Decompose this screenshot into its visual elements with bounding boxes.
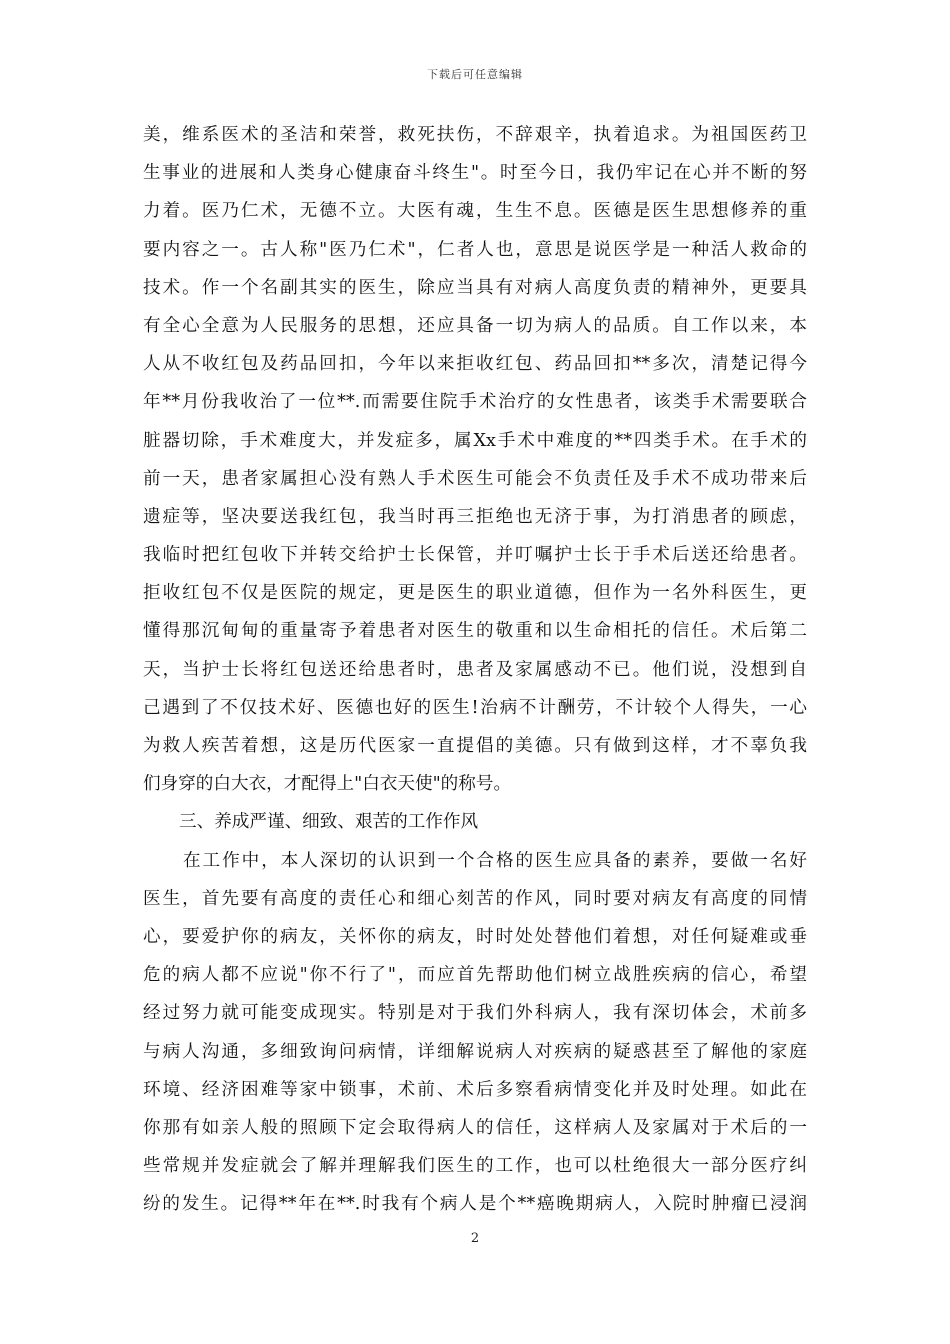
text-line: 纷的发生。记得**年在**.时我有个病人是个**癌晚期病人，入院时肿瘤已浸润 (143, 1194, 807, 1215)
text-line: 经过努力就可能变成现实。特别是对于我们外科病人，我有深切体会，术前多 (143, 1003, 807, 1024)
text-line: 心，要爱护你的病友，关怀你的病友，时时处处替他们着想，对任何疑难或垂 (143, 926, 807, 947)
text-line: 人从不收红包及药品回扣，今年以来拒收红包、药品回扣**多次，清楚记得今 (143, 354, 807, 375)
page-number: 2 (470, 1231, 480, 1246)
text-line: 你那有如亲人般的照顾下定会取得病人的信任，这样病人及家属对于术后的一 (143, 1117, 807, 1138)
text-line: 美，维系医术的圣洁和荣誉，救死扶伤，不辞艰辛，执着追求。为祖国医药卫 (143, 125, 807, 145)
text-line: 力着。医乃仁术，无德不立。大医有魂，生生不息。医德是医生思想修养的重 (143, 201, 807, 222)
section-heading: 三、养成严谨、细致、艰苦的工作作风 (179, 812, 479, 833)
text-line: 些常规并发症就会了解并理解我们医生的工作，也可以杜绝很大一部分医疗纠 (143, 1156, 807, 1177)
text-line: 我临时把红包收下并转交给护士长保管，并叮嘱护士长于手术后送还给患者。 (143, 545, 807, 566)
text-line: 脏器切除，手术难度大，并发症多，属Xx手术中难度的**四类手术。在手术的 (143, 430, 807, 451)
text-line: 天，当护士长将红包送还给患者时，患者及家属感动不已。他们说，没想到自 (143, 659, 807, 680)
text-line: 要内容之一。古人称"医乃仁术"，仁者人也，意思是说医学是一种活人救命的 (143, 239, 807, 260)
text-line: 生事业的进展和人类身心健康奋斗终生"。时至今日，我仍牢记在心并不断的努 (143, 163, 807, 184)
text-line: 医生，首先要有高度的责任心和细心刻苦的作风，同时要对病友有高度的同情 (143, 888, 807, 909)
text-line: 们身穿的白大衣，才配得上"白衣天使"的称号。 (143, 774, 512, 795)
text-line: 前一天，患者家属担心没有熟人手术医生可能会不负责任及手术不成功带来后 (143, 468, 807, 489)
text-line: 有全心全意为人民服务的思想，还应具备一切为病人的品质。自工作以来，本 (143, 315, 807, 336)
text-line: 拒收红包不仅是医院的规定，更是医生的职业道德，但作为一名外科医生，更 (143, 583, 807, 604)
text-line: 环境、经济困难等家中锁事，术前、术后多察看病情变化并及时处理。如此在 (143, 1079, 807, 1100)
text-line: 遗症等，坚决要送我红包，我当时再三拒绝也无济于事，为打消患者的顾虑， (143, 506, 807, 527)
text-line: 技术。作一个名副其实的医生，除应当具有对病人高度负责的精神外，更要具 (143, 277, 807, 298)
text-line: 为救人疾苦着想，这是历代医家一直提倡的美德。只有做到这样，才不辜负我 (143, 736, 807, 756)
text-line: 与病人沟通，多细致询问病情，详细解说病人对疾病的疑惑甚至了解他的家庭 (143, 1041, 807, 1062)
text-line: 在工作中，本人深切的认识到一个合格的医生应具备的素养，要做一名好 (183, 850, 807, 871)
text-line: 年**月份我收治了一位**.而需要住院手术治疗的女性患者，该类手术需要联合 (143, 392, 807, 413)
page-header: 下载后可任意编辑 (427, 68, 523, 81)
text-line: 己遇到了不仅技术好、医德也好的医生!治病不计酬劳，不计较个人得失，一心 (143, 697, 807, 718)
text-line: 危的病人都不应说"你不行了"，而应首先帮助他们树立战胜疾病的信心，希望 (143, 965, 807, 986)
text-line: 懂得那沉甸甸的重量寄予着患者对医生的敬重和以生命相托的信任。术后第二 (143, 621, 807, 642)
document-body (143, 116, 807, 1223)
